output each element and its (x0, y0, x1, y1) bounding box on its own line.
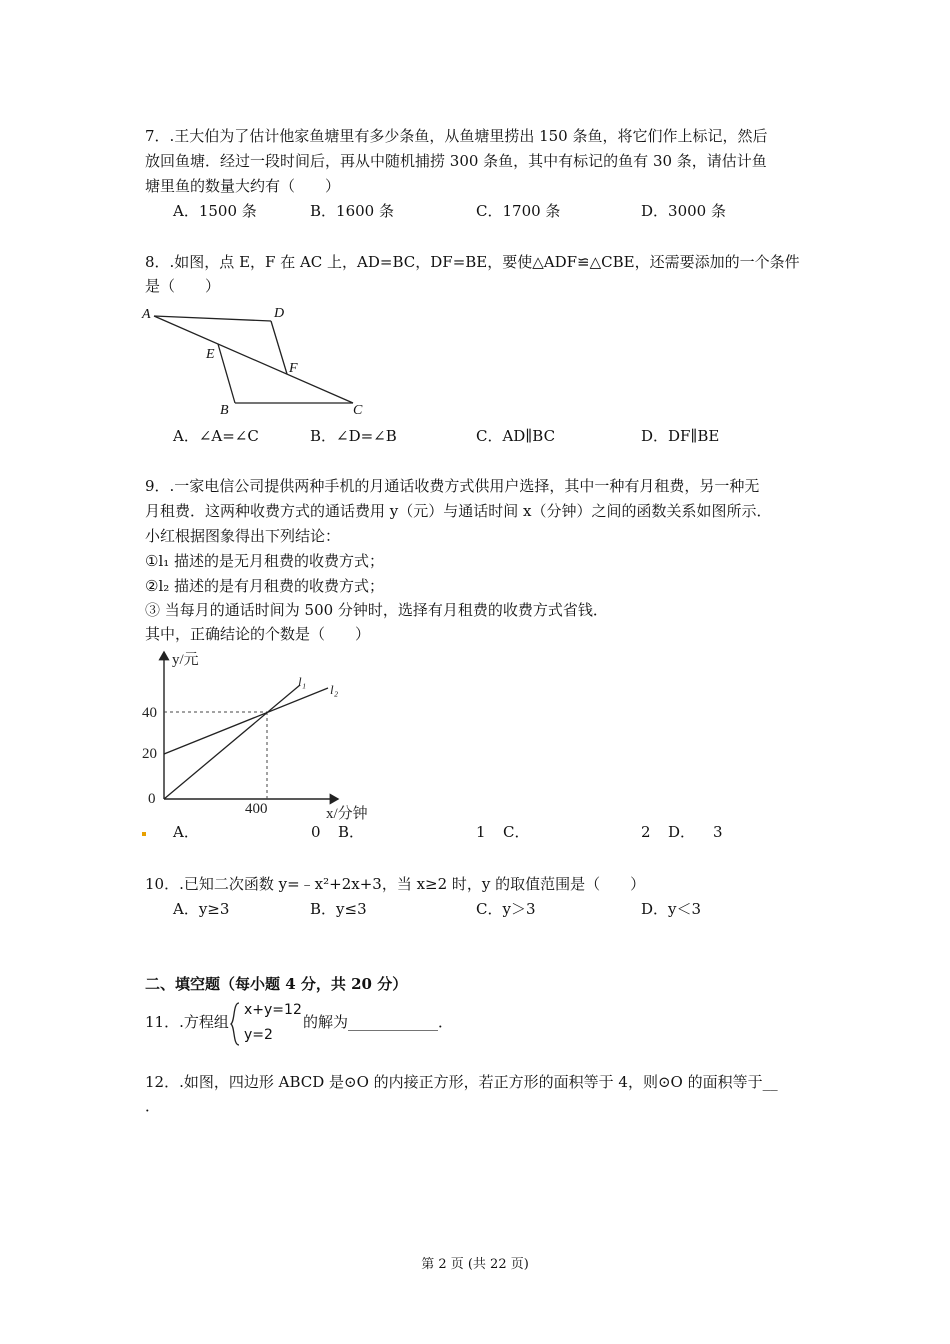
q9-option-c-value: 2 (641, 823, 651, 841)
l2-label: l₂ (330, 682, 339, 697)
q7-option-a: A．1500 条 (173, 202, 257, 220)
q12-line-1: 12．.如图，四边形 ABCD 是⊙O 的内接正方形，若正方形的面积等于 4，则⊙O 的面积等于__ (145, 1073, 778, 1091)
q9-conclusion-2: ②l₂ 描述的是有月租费的收费方式； (145, 577, 385, 595)
q8-option-c: C．AD∥BC (476, 427, 556, 445)
segment-ac (154, 316, 353, 403)
segment-ad (154, 316, 271, 321)
q7-line-2: 放回鱼塘．经过一段时间后，再从中随机捕捞 300 条鱼，其中有标记的鱼有 30 条，请估计鱼 (145, 152, 767, 170)
q8-line-2: 是（ ） (145, 277, 221, 295)
line-l1 (164, 685, 300, 799)
label-f: F (289, 361, 298, 376)
q8-option-a: A．∠A=∠C (173, 427, 259, 445)
q9-line-question: 其中，正确结论的个数是（ ） (145, 625, 371, 643)
q9-graph (138, 646, 388, 824)
q9-option-d: D． (668, 823, 696, 841)
q11-suffix: 的解为____________． (303, 1013, 454, 1031)
q11-equation-2: y=2 (244, 1027, 273, 1043)
x-tick-400: 400 (245, 801, 268, 817)
label-c: C (353, 403, 363, 418)
q8-figure (140, 300, 380, 420)
y-axis-label: y/元 (172, 652, 199, 668)
q9-option-b: B． (338, 823, 365, 841)
q11-prefix: 11．.方程组 (145, 1013, 229, 1031)
q10-option-a: A．y≥3 (173, 900, 230, 918)
q7-line-3: 塘里鱼的数量大约有（ ） (145, 177, 341, 195)
line-l2 (164, 688, 328, 754)
q9-conclusion-1: ①l₁ 描述的是无月租费的收费方式； (145, 552, 385, 570)
segment-eb (218, 344, 235, 403)
label-e: E (206, 347, 215, 362)
q11-equation-1: x+y=12 (244, 1002, 302, 1018)
q9-option-c: C． (503, 823, 530, 841)
q9-option-b-value: 1 (476, 823, 486, 841)
q12-line-2: ． (145, 1097, 161, 1115)
q9-conclusion-3: ③ 当每月的通话时间为 500 分钟时，选择有月租费的收费方式省钱． (145, 601, 608, 619)
brace-icon (229, 1001, 241, 1047)
y-tick-0: 0 (148, 791, 156, 807)
q7-option-d: D．3000 条 (641, 202, 726, 220)
q10-option-b: B．y≤3 (310, 900, 367, 918)
l1-label: l₁ (298, 674, 307, 689)
q7-option-b: B．1600 条 (310, 202, 394, 220)
section-2-title: 二、填空题（每小题 4 分，共 20 分） (145, 975, 408, 993)
q10-line: 10．.已知二次函数 y=﹣x²+2x+3，当 x≥2 时，y 的取值范围是（ ） (145, 875, 646, 893)
q9-line-2: 月租费．这两种收费方式的通话费用 y（元）与通话时间 x（分钟）之间的函数关系如图所示． (145, 502, 772, 520)
q8-option-d: D．DF∥BE (641, 427, 720, 445)
q9-line-1: 9．.一家电信公司提供两种手机的月通话收费方式供用户选择，其中一种有月租费，另一种无 (145, 477, 760, 495)
q10-option-c: C．y＞3 (476, 900, 536, 918)
label-d: D (274, 306, 285, 321)
q8-line-1: 8．.如图，点 E，F 在 AC 上，AD=BC，DF=BE，要使△ADF≌△CBE，还需要添加的一个条件 (145, 253, 800, 271)
marker-dot (142, 832, 146, 836)
q9-line-3: 小红根据图象得出下列结论： (145, 527, 341, 545)
q9-option-d-value: 3 (713, 823, 723, 841)
q9-option-a: A． (173, 823, 199, 841)
segment-df (271, 321, 287, 374)
label-b: B (220, 403, 229, 418)
q7-option-c: C．1700 条 (476, 202, 561, 220)
q10-option-d: D．y＜3 (641, 900, 702, 918)
y-tick-20: 20 (142, 746, 157, 762)
y-tick-40: 40 (142, 705, 157, 721)
q8-option-b: B．∠D=∠B (310, 427, 397, 445)
label-a: A (142, 307, 151, 322)
q9-option-a-value: 0 (311, 823, 321, 841)
x-axis-label: x/分钟 (326, 806, 368, 822)
q7-line-1: 7．.王大伯为了估计他家鱼塘里有多少条鱼，从鱼塘里捞出 150 条鱼，将它们作上标记，然后 (145, 127, 768, 145)
page-footer: 第 2 页 (共 22 页) (421, 1257, 529, 1272)
